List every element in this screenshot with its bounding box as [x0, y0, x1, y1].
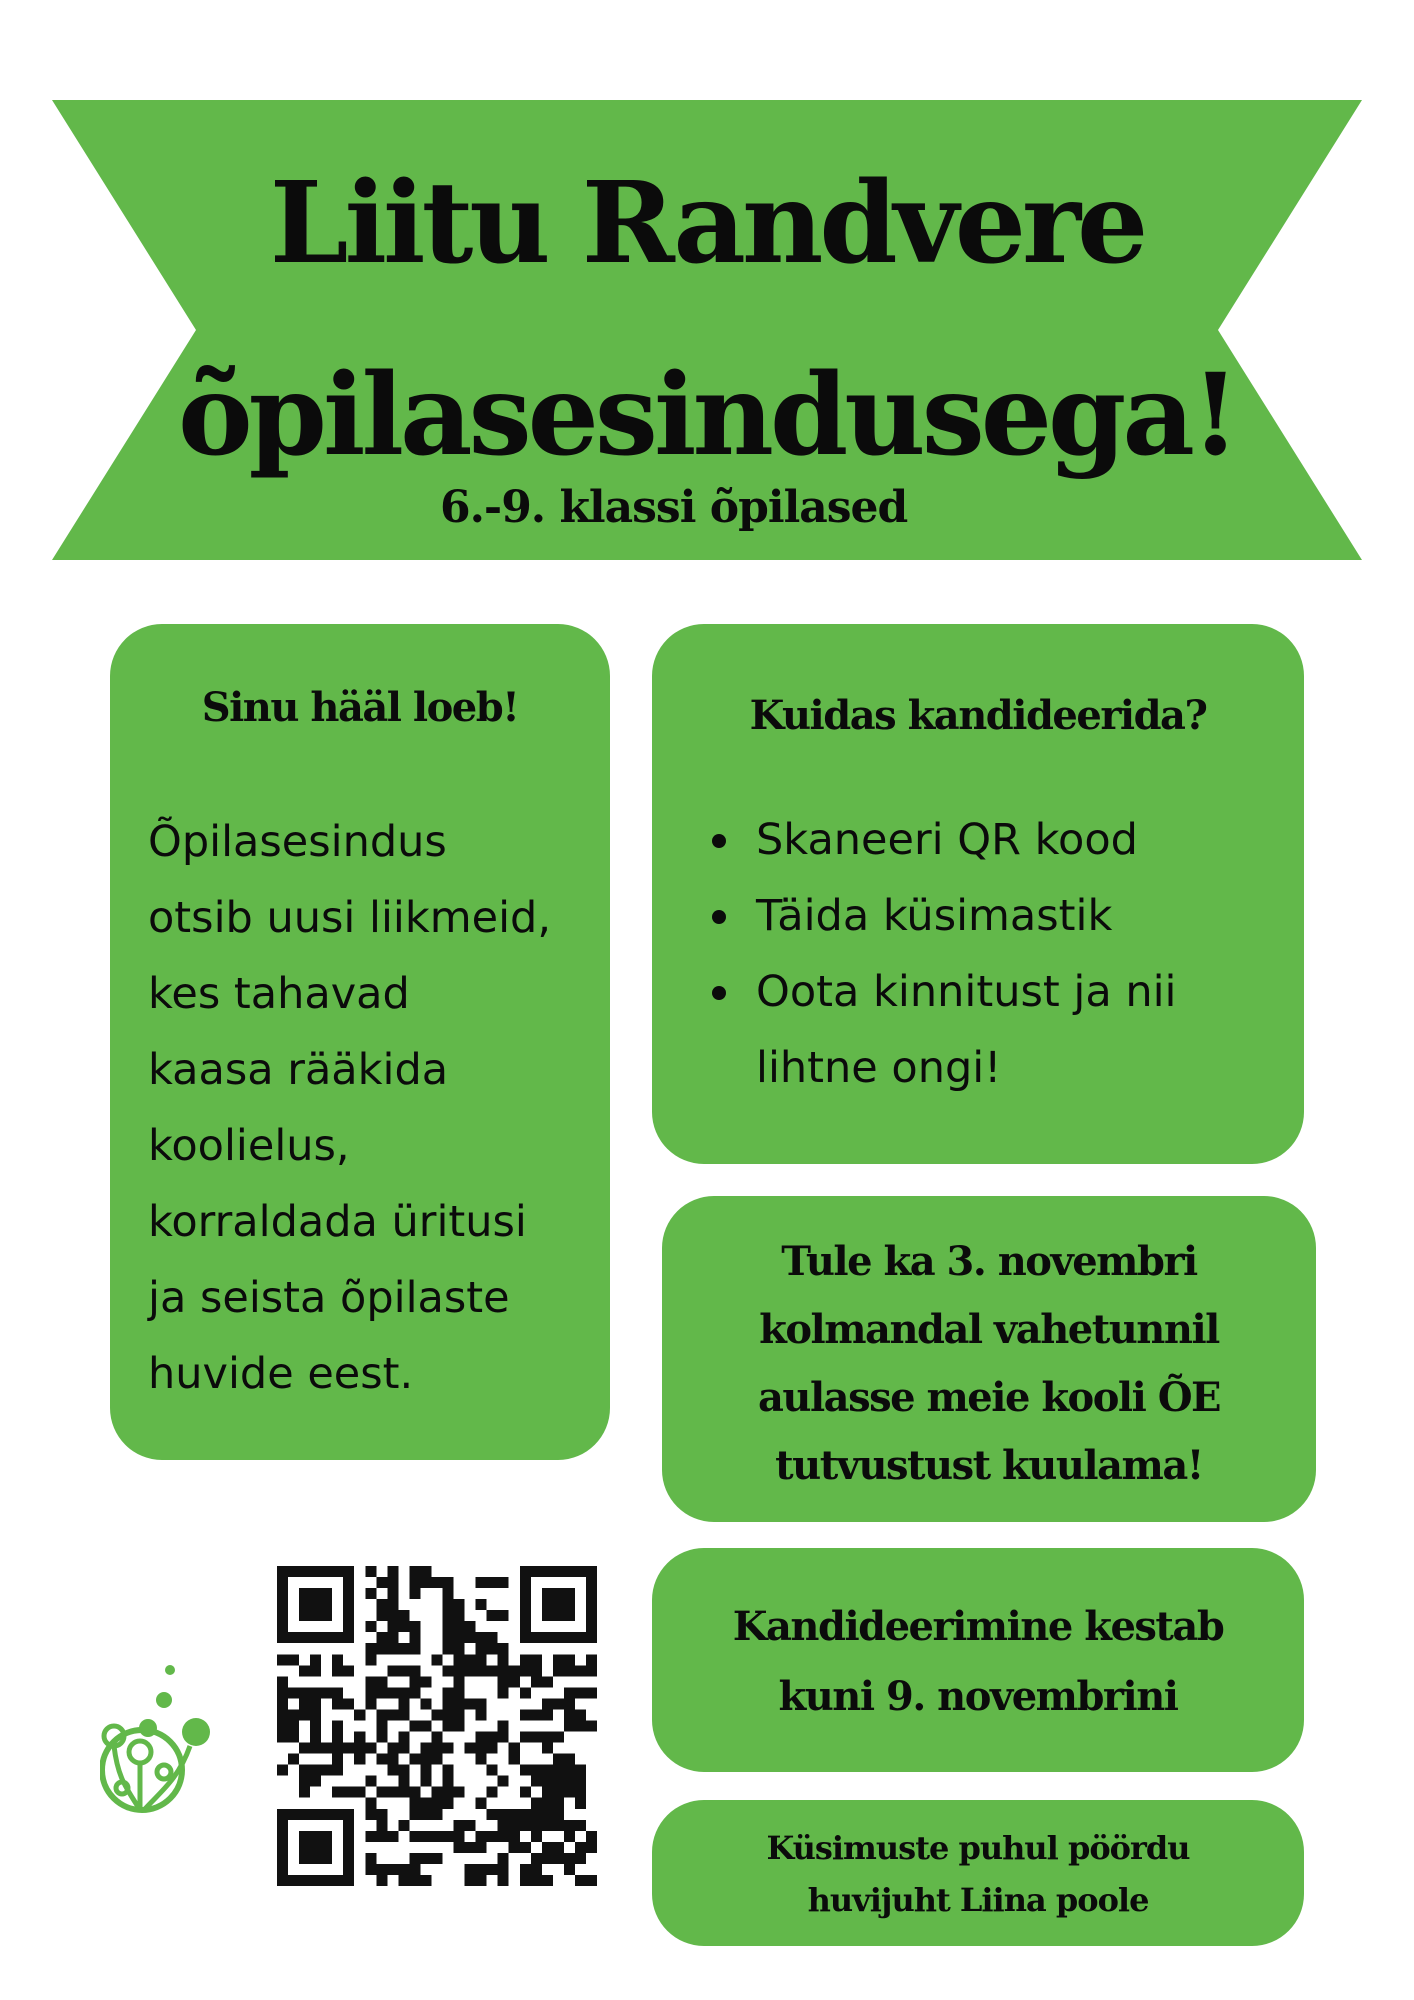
event-line: aulasse meie kooli ÕE — [757, 1374, 1221, 1421]
event-card — [662, 1196, 1316, 1522]
step-item: Skaneeri QR kood — [712, 802, 1272, 878]
voice-line: korraldada üritusi — [148, 1197, 527, 1247]
voice-line: Õpilasesindus — [148, 817, 447, 867]
deadline-line: kuni 9. novembrini — [778, 1673, 1178, 1720]
step-item: Täida küsimastik — [712, 878, 1272, 954]
deadline-card — [652, 1548, 1304, 1772]
how-heading: Kuidas kandideerida? — [749, 692, 1207, 739]
event-line: kolmandal vahetunnil — [759, 1306, 1219, 1353]
event-line: tutvustust kuulama! — [775, 1442, 1203, 1489]
deadline-text — [652, 1592, 1304, 1732]
title-line-2: õpilasesindusega! — [177, 350, 1237, 481]
steps-list — [712, 802, 1272, 1106]
voice-heading: Sinu hääl loeb! — [201, 684, 519, 731]
subtitle: 6.-9. klassi õpilased — [440, 482, 908, 533]
voice-card — [110, 624, 610, 1460]
event-line: Tule ka 3. novembri — [781, 1238, 1197, 1285]
voice-body — [148, 804, 598, 1412]
voice-line: huvide eest. — [148, 1349, 414, 1399]
voice-line: kes tahavad — [148, 969, 410, 1019]
voice-line: ja seista õpilaste — [148, 1273, 510, 1323]
voice-line: kaasa rääkida — [148, 1045, 449, 1095]
questions-line: Küsimuste puhul pöördu — [766, 1829, 1190, 1867]
school-logo-icon — [100, 1660, 210, 1840]
questions-line: huvijuht Liina poole — [807, 1881, 1149, 1919]
deadline-line: Kandideerimine kestab — [732, 1603, 1224, 1650]
questions-card — [652, 1800, 1304, 1946]
voice-line: otsib uusi liikmeid, — [148, 893, 551, 943]
how-to-apply-card — [652, 624, 1304, 1164]
qr-code-icon[interactable] — [276, 1566, 598, 1886]
title-line-1: Liitu Randvere — [269, 158, 1145, 289]
voice-line: koolielus, — [148, 1121, 350, 1171]
event-text — [662, 1228, 1316, 1500]
questions-text — [652, 1822, 1304, 1926]
step-item: Oota kinnitust ja nii lihtne ongi! — [712, 954, 1272, 1106]
